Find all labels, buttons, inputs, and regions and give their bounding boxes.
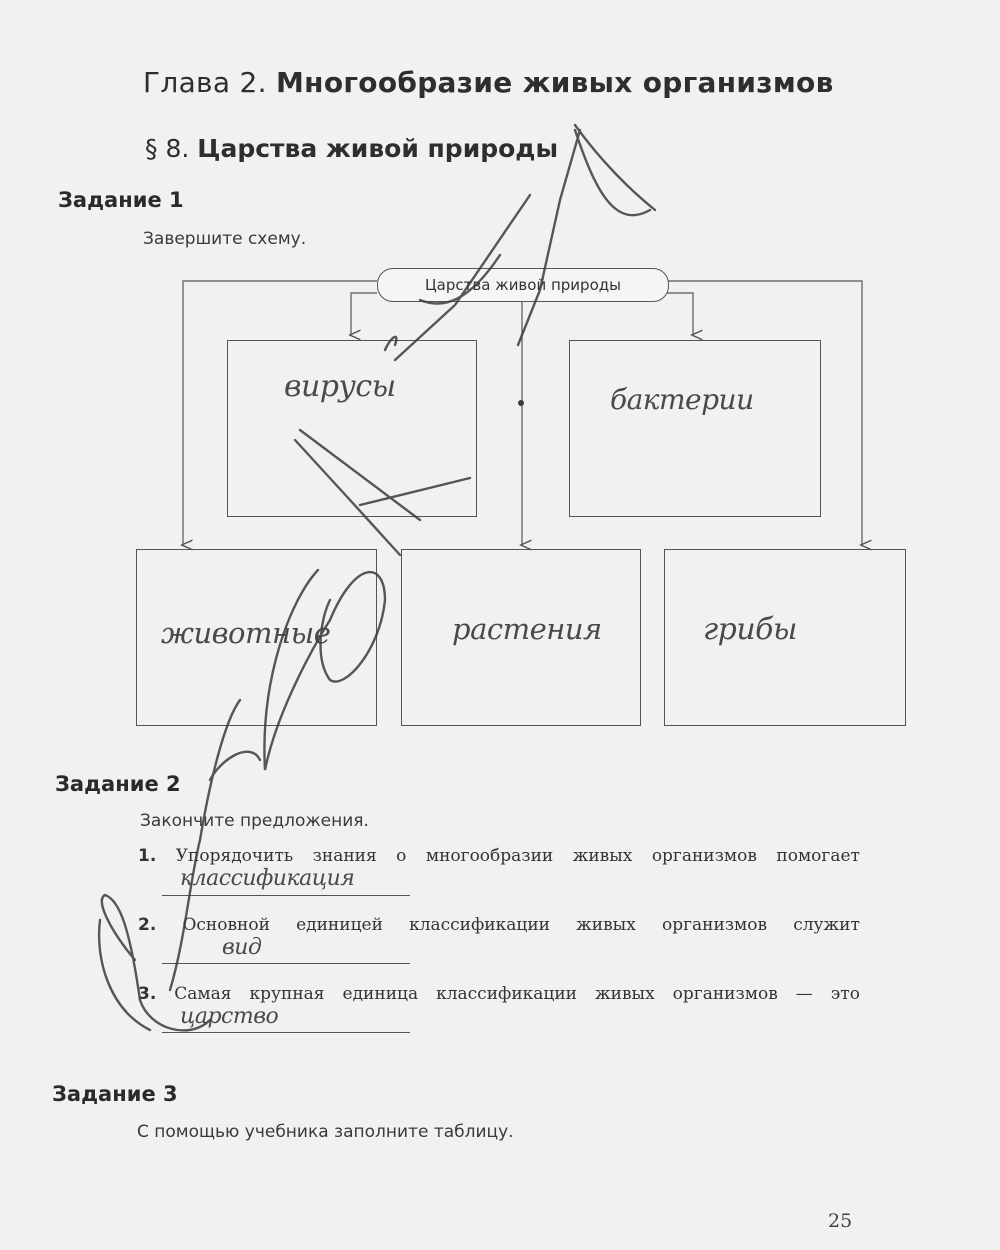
sentence-number: 1. <box>138 846 157 866</box>
sentence-3 <box>138 984 860 1004</box>
section-title: Царства живой природы <box>197 134 559 163</box>
sentence-number: 3. <box>138 984 157 1004</box>
box-animals[interactable] <box>136 549 377 726</box>
word: — <box>795 984 813 1004</box>
box-animals-text: животные <box>161 616 331 650</box>
word: Основной <box>182 915 270 935</box>
chapter-title: Многообразие живых организмов <box>276 66 834 99</box>
word: живых <box>576 915 636 935</box>
answer-line <box>162 1032 410 1033</box>
word: помогает <box>776 846 860 866</box>
word: организмов <box>672 984 778 1004</box>
box-fungi[interactable] <box>664 549 906 726</box>
answer-line <box>162 963 410 964</box>
box-viruses-text: вирусы <box>284 369 396 404</box>
sentence-number: 2. <box>138 915 157 935</box>
task2-title: Задание 2 <box>55 772 181 796</box>
connector-viruses <box>351 293 377 335</box>
word: классификации <box>436 984 578 1004</box>
page-number: 25 <box>828 1210 853 1232</box>
word: живых <box>572 846 633 866</box>
word: единицей <box>296 915 383 935</box>
sentence-1 <box>138 846 860 866</box>
sentence-2 <box>138 915 860 935</box>
word: многообразии <box>425 846 554 866</box>
box-fungi-text: грибы <box>703 612 797 647</box>
word: организмов <box>651 846 757 866</box>
box-bacteria[interactable] <box>569 340 821 517</box>
word: классификации <box>409 915 550 935</box>
answer-3[interactable]: царство <box>180 1004 279 1029</box>
word: о <box>396 846 407 866</box>
connector-bacteria <box>667 293 693 335</box>
word: служит <box>793 915 860 935</box>
word: живых <box>595 984 655 1004</box>
box-bacteria-text: бактерии <box>610 383 754 416</box>
chapter-prefix: Глава 2. <box>143 66 267 99</box>
answer-2[interactable]: вид <box>222 935 262 960</box>
word: единица <box>342 984 419 1004</box>
task3-title: Задание 3 <box>52 1082 178 1106</box>
word: организмов <box>661 915 768 935</box>
word: это <box>830 984 860 1004</box>
word: Самая <box>174 984 232 1004</box>
word: Упорядочить <box>175 846 294 866</box>
section-prefix: § 8. <box>145 134 190 163</box>
answer-line <box>162 895 410 896</box>
box-plants[interactable] <box>401 549 641 726</box>
box-plants-text: растения <box>452 612 602 646</box>
task1-instruction: Завершите схему. <box>143 229 307 249</box>
box-viruses[interactable] <box>227 340 477 517</box>
answer-1[interactable]: классификация <box>180 866 355 891</box>
task3-instruction: С помощью учебника заполните таблицу. <box>137 1122 514 1142</box>
word: крупная <box>249 984 325 1004</box>
task1-title: Задание 1 <box>58 188 184 212</box>
task2-instruction: Закончите предложения. <box>140 811 369 831</box>
word: знания <box>312 846 377 866</box>
diagram-root: Царства живой природы <box>377 268 669 302</box>
